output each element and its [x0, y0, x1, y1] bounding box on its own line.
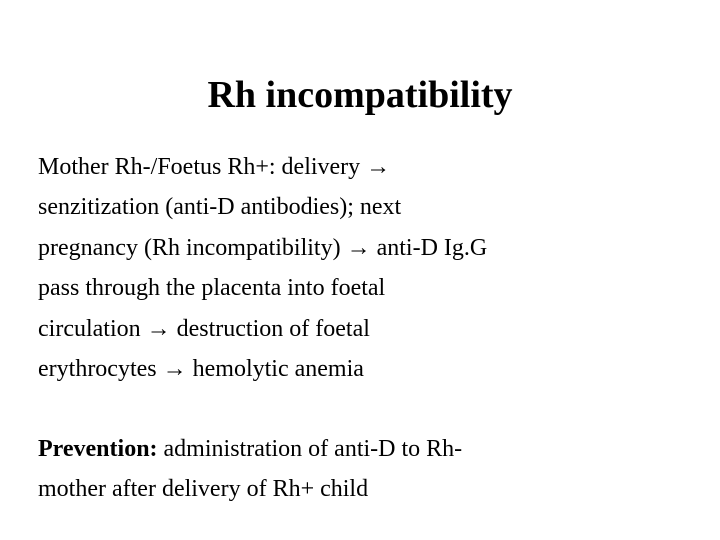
paragraph-line: pregnancy (Rh incompatibility) → anti-D Ig.G: [38, 234, 488, 261]
paragraph-line: pass through the placenta into foetal: [38, 275, 386, 302]
slide-title: Rh incompatibility: [207, 74, 513, 116]
paragraph-line: Mother Rh-/Foetus Rh+: delivery →: [38, 154, 391, 180]
rh-mechanism-paragraph: [38, 147, 678, 389]
prevention-label: Prevention:: [38, 436, 158, 462]
paragraph-line: circulation → destruction of foetal: [38, 315, 370, 342]
prevention-line: mother after delivery of Rh+ child: [38, 476, 369, 503]
prevention-line: [38, 429, 678, 469]
paragraph-line: erythrocytes → hemolytic anemia: [38, 356, 364, 383]
prevention-text: administration of anti-D to Rh-: [157, 436, 463, 462]
prevention-paragraph: [38, 429, 678, 510]
paragraph-line: senzitization (anti-D antibodies); next: [38, 194, 402, 221]
